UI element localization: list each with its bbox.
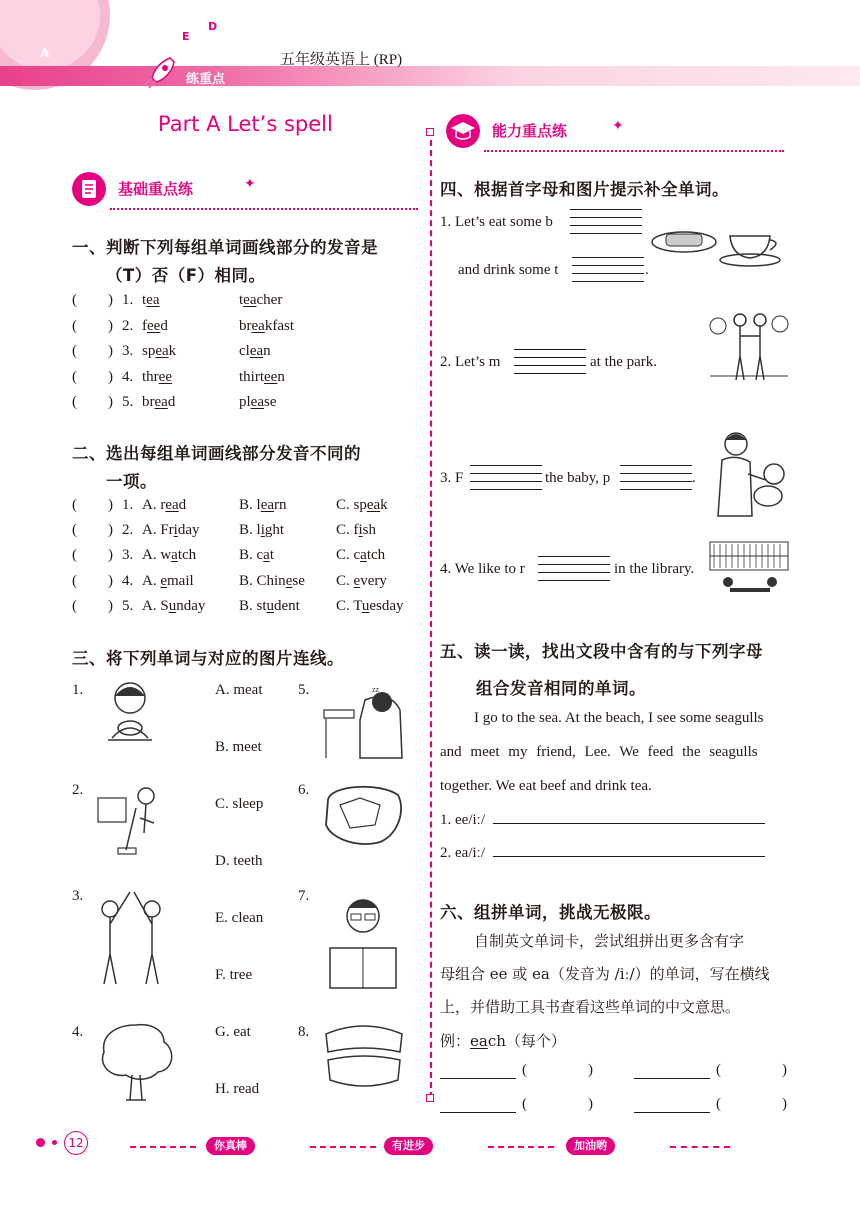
word-b: please xyxy=(239,394,277,410)
header-label: 练重点 xyxy=(186,72,226,87)
girl-sleeping-picture xyxy=(320,680,410,765)
s1-title-line1: 一、判断下列每组单词画线部分的发音是 xyxy=(72,238,378,257)
item-number: 4. xyxy=(122,572,134,589)
word-a: tea xyxy=(142,292,160,308)
girl-eating-picture xyxy=(100,678,160,748)
answer-paren[interactable]: ( xyxy=(72,292,77,308)
s2-title-line2: 一项。 xyxy=(106,472,157,491)
ability-practice-banner xyxy=(446,114,790,148)
item-number: 5. xyxy=(122,394,134,410)
divider-cap-top xyxy=(426,128,434,136)
option-b: B. learn xyxy=(239,497,287,513)
notebook-icon xyxy=(72,172,106,206)
banner-wave xyxy=(484,144,784,152)
answer-paren-close[interactable]: ) xyxy=(108,572,113,589)
meat-picture xyxy=(320,780,406,850)
match-num-5: 5. xyxy=(298,682,310,698)
banner-wave xyxy=(110,202,418,210)
footer-dash xyxy=(130,1146,196,1148)
item-number: 3. xyxy=(122,343,134,359)
match-num-4: 4. xyxy=(72,1024,84,1040)
meaning-paren-close[interactable]: ) xyxy=(782,1062,787,1078)
library-picture xyxy=(708,540,790,610)
book-title: 五年级英语上 (RP) xyxy=(280,52,403,68)
answer-paren[interactable]: ( xyxy=(72,547,77,564)
option-c: C. speak xyxy=(336,497,388,513)
answer-paren-close[interactable]: ) xyxy=(108,317,113,334)
footer-dot-small xyxy=(52,1140,57,1145)
answer-paren[interactable]: ( xyxy=(72,343,77,359)
feed-baby-picture xyxy=(708,428,790,520)
option-b: B. cat xyxy=(239,547,275,564)
judge-row xyxy=(72,292,412,312)
header-band xyxy=(0,66,860,86)
option-c: C. every xyxy=(336,572,387,589)
s5-title-line1: 五、读一读，找出文段中含有的与下列字母 xyxy=(440,642,763,661)
answer-paren[interactable]: ( xyxy=(72,522,77,539)
q3-line xyxy=(440,470,463,487)
word-blank[interactable] xyxy=(634,1078,710,1079)
word-b: clean xyxy=(239,343,271,359)
item-number: 4. xyxy=(122,368,134,385)
match-num-2: 2. xyxy=(72,782,84,798)
choice-row xyxy=(72,497,417,517)
s6-para-3: 上，并借助工具书查看这些单词的中文意思。 xyxy=(440,998,741,1016)
word-a: speak xyxy=(142,343,177,359)
word-answer-slot xyxy=(634,1062,789,1082)
option-a: A. watch xyxy=(142,547,197,564)
q2-line xyxy=(440,354,500,371)
friends-meet-picture xyxy=(708,306,790,384)
word-answer-slot xyxy=(440,1096,595,1116)
word-answer-slot xyxy=(440,1062,595,1082)
q1-line-a xyxy=(440,214,553,231)
s5-q1 xyxy=(440,812,765,829)
girls-high-five-picture xyxy=(90,884,175,989)
q3-mid: the baby, p xyxy=(545,470,611,486)
q2-blank[interactable] xyxy=(514,342,586,374)
answer-paren-close[interactable]: ) xyxy=(108,368,113,385)
choice-row xyxy=(72,573,417,593)
s4-title: 四、根据首字母和图片提示补全单词。 xyxy=(440,180,729,199)
answer-paren-close[interactable]: ) xyxy=(108,547,113,564)
s5-q2-label: 2. ea/iː/ xyxy=(440,845,485,861)
answer-paren[interactable]: ( xyxy=(72,572,77,589)
match-num-1: 1. xyxy=(72,682,84,698)
letter-d: D xyxy=(208,20,218,33)
word-a: three xyxy=(142,368,172,385)
word-g: G. eat xyxy=(215,1024,251,1040)
word-blank[interactable] xyxy=(634,1112,710,1113)
q1a-text: 1. Let’s eat some b xyxy=(440,214,553,230)
meaning-paren-open: ( xyxy=(522,1062,527,1078)
choice-row xyxy=(72,522,417,542)
answer-paren-close[interactable]: ) xyxy=(108,343,113,359)
option-c: C. catch xyxy=(336,547,386,564)
tree-picture xyxy=(96,1020,176,1105)
meaning-paren-close[interactable]: ) xyxy=(782,1096,787,1112)
match-num-7: 7. xyxy=(298,888,310,904)
example-suffix: ch（每个） xyxy=(487,1032,566,1050)
option-c: C. Tuesday xyxy=(336,597,404,614)
meaning-paren-open: ( xyxy=(716,1062,721,1078)
q4-post: in the library. xyxy=(614,561,695,577)
item-number: 1. xyxy=(122,497,134,513)
choice-row xyxy=(72,598,417,618)
word-b: thirteen xyxy=(239,368,285,385)
graduation-cap-icon xyxy=(446,114,480,148)
passage-line-1: I go to the sea. At the beach, I see some seagulls xyxy=(474,710,764,726)
answer-paren-close[interactable]: ) xyxy=(108,394,113,410)
item-number: 2. xyxy=(122,522,134,539)
answer-paren-close[interactable]: ) xyxy=(108,522,113,539)
teeth-picture xyxy=(320,1022,408,1090)
word-d: D. teeth xyxy=(215,853,263,869)
s3-title: 三、将下列单词与对应的图片连线。 xyxy=(72,649,344,668)
s5-title-line2: 组合发音相同的单词。 xyxy=(476,679,646,698)
s6-para-2: 母组合 ee 或 ea（发音为 /iː/）的单词，写在横线 xyxy=(440,965,770,983)
sparkle-icon: ✦ xyxy=(612,119,624,134)
sparkle-icon: ✦ xyxy=(244,177,256,192)
q1b-period: . xyxy=(645,262,649,278)
q3-text-a: 3. F xyxy=(440,470,464,486)
q3-blank-a[interactable] xyxy=(470,458,542,490)
judge-row xyxy=(72,369,412,389)
part-title: Part A Let’s spell xyxy=(158,112,333,136)
answer-paren[interactable]: ( xyxy=(72,368,77,385)
answer-paren[interactable]: ( xyxy=(72,497,77,513)
man-reading-picture xyxy=(318,886,408,996)
word-f: F. tree xyxy=(215,967,253,983)
meaning-paren-open: ( xyxy=(522,1096,527,1112)
q1b-text: and drink some t xyxy=(458,262,559,278)
s5-q1-label: 1. ee/iː/ xyxy=(440,812,485,828)
q4-text: 4. We like to r xyxy=(440,561,525,577)
word-a: A. meat xyxy=(215,682,263,698)
praise-pill-3: 加油哟 xyxy=(566,1137,615,1155)
answer-paren-close[interactable]: ) xyxy=(108,497,113,513)
q3-blank-b[interactable] xyxy=(620,458,692,490)
footer-dash xyxy=(310,1146,376,1148)
s6-example xyxy=(440,1030,566,1051)
word-h: H. read xyxy=(215,1081,260,1097)
match-num-6: 6. xyxy=(298,782,310,798)
judge-row xyxy=(72,343,412,363)
s2-title-line1: 二、选出每组单词画线部分发音不同的 xyxy=(72,444,361,463)
q4-line xyxy=(440,561,525,578)
option-a: A. Sunday xyxy=(142,597,206,614)
column-divider xyxy=(430,130,432,1098)
girl-cleaning-picture xyxy=(96,778,171,858)
word-a: bread xyxy=(142,394,176,410)
s5-q2-blank[interactable] xyxy=(493,856,765,857)
word-c: C. sleep xyxy=(215,796,264,812)
q1b-blank[interactable] xyxy=(572,250,644,282)
meaning-paren-close[interactable]: ) xyxy=(588,1096,593,1112)
s6-para-1: 自制英文单词卡，尝试组拼出更多含有字 xyxy=(474,932,745,950)
letter-e: E xyxy=(182,30,190,43)
s5-q1-blank[interactable] xyxy=(493,823,765,824)
word-blank[interactable] xyxy=(440,1112,516,1113)
footer-dot xyxy=(36,1138,45,1147)
option-c: C. fish xyxy=(336,522,377,539)
basic-practice-banner xyxy=(72,172,420,206)
answer-paren[interactable]: ( xyxy=(72,317,77,334)
passage-line-3: together. We eat beef and drink tea. xyxy=(440,778,652,794)
q2-text: 2. Let’s m xyxy=(440,354,501,370)
bread-tea-picture xyxy=(650,220,790,268)
match-num-8: 8. xyxy=(298,1024,310,1040)
basic-practice-label: 基础重点练 xyxy=(118,180,194,198)
option-a: A. read xyxy=(142,497,187,513)
svg-text:zz: zz xyxy=(372,685,380,694)
word-a: feed xyxy=(142,317,168,334)
praise-pill-1: 你真棒 xyxy=(206,1137,255,1155)
answer-paren-close[interactable]: ) xyxy=(108,292,113,308)
item-number: 1. xyxy=(122,292,134,308)
passage-line-2: and meet my friend, Lee. We feed the seagulls xyxy=(440,744,758,760)
s1-title-line2: （T）否（F）相同。 xyxy=(106,266,266,285)
rocket-icon xyxy=(140,52,180,92)
option-b: B. Chinese xyxy=(239,572,305,589)
example-underlined: ea xyxy=(470,1032,488,1050)
divider-cap-bottom xyxy=(426,1094,434,1102)
option-b: B. light xyxy=(239,522,285,539)
option-a: A. Friday xyxy=(142,522,200,539)
item-number: 2. xyxy=(122,317,134,334)
meaning-paren-open: ( xyxy=(716,1096,721,1112)
answer-paren-close[interactable]: ) xyxy=(108,597,113,614)
example-prefix: 例： xyxy=(440,1032,471,1050)
answer-paren[interactable]: ( xyxy=(72,597,77,614)
q4-blank[interactable] xyxy=(538,549,610,581)
item-number: 5. xyxy=(122,597,134,614)
ability-practice-label: 能力重点练 xyxy=(492,122,568,140)
q1a-blank[interactable] xyxy=(570,202,642,234)
s5-q2 xyxy=(440,845,765,862)
word-e: E. clean xyxy=(215,910,264,926)
praise-pill-2: 有进步 xyxy=(384,1137,433,1155)
option-b: B. student xyxy=(239,597,300,614)
s6-title: 六、组拼单词，挑战无极限。 xyxy=(440,903,661,922)
option-a: A. email xyxy=(142,572,194,589)
judge-row xyxy=(72,394,412,414)
word-b: breakfast xyxy=(239,317,294,334)
word-blank[interactable] xyxy=(440,1078,516,1079)
letter-a: A xyxy=(40,46,50,60)
meaning-paren-close[interactable]: ) xyxy=(588,1062,593,1078)
word-b: B. meet xyxy=(215,739,262,755)
page-number: 12 xyxy=(64,1131,88,1155)
judge-row xyxy=(72,318,412,338)
q3-period: . xyxy=(692,470,696,486)
footer-dash xyxy=(670,1146,730,1148)
answer-paren[interactable]: ( xyxy=(72,394,77,410)
word-b: teacher xyxy=(239,292,283,308)
q2-post: at the park. xyxy=(590,354,658,370)
word-answer-slot xyxy=(634,1096,789,1116)
choice-row xyxy=(72,547,417,567)
item-number: 3. xyxy=(122,547,134,564)
q1-line-b xyxy=(458,262,558,279)
match-num-3: 3. xyxy=(72,888,84,904)
footer-dash xyxy=(488,1146,554,1148)
